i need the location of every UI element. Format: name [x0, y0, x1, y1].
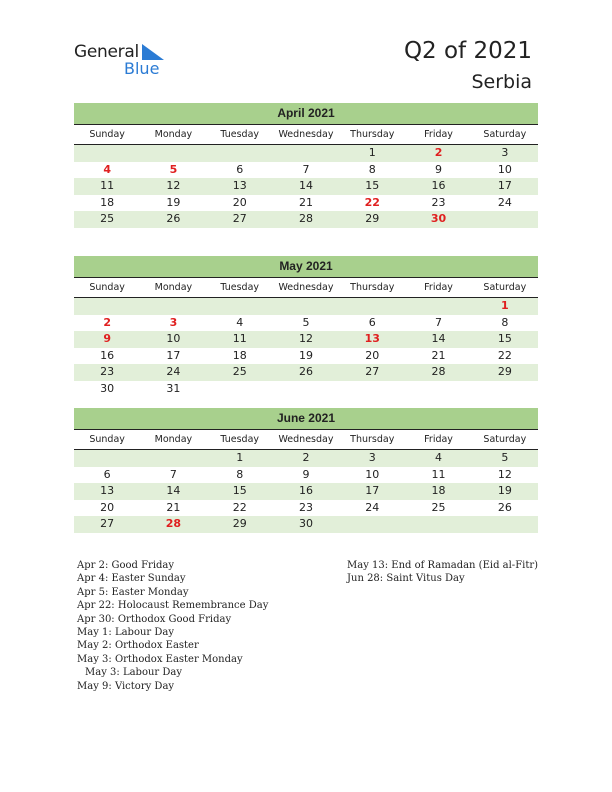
- week-row: [74, 331, 538, 348]
- week-row: [74, 364, 538, 381]
- holiday-list-left: [77, 559, 268, 693]
- day-cell: 17: [365, 484, 380, 497]
- day-cell: 27: [100, 517, 115, 530]
- weekday-label: Thursday: [350, 129, 395, 140]
- day-cell: 2: [302, 451, 310, 464]
- empty-day-cell: [339, 381, 405, 398]
- day-cell: 25: [100, 212, 115, 225]
- day-cell: 13: [232, 179, 247, 192]
- holiday-list-item: May 3: Labour Day: [85, 667, 182, 679]
- day-cell: 10: [497, 162, 512, 176]
- day-cell: 29: [232, 517, 247, 530]
- day-cell: 8: [501, 315, 509, 329]
- holiday-list-item: May 3: Orthodox Easter Monday: [77, 653, 243, 665]
- empty-day-cell: [140, 298, 206, 315]
- day-cell: 16: [298, 484, 313, 497]
- empty-day-cell: [405, 381, 471, 398]
- logo-blue-text: Blue: [124, 59, 160, 78]
- logo: [74, 42, 174, 78]
- empty-day-cell: [472, 381, 538, 398]
- day-cell: 6: [103, 467, 111, 481]
- empty-day-cell: [74, 450, 140, 467]
- week-row: [74, 178, 538, 195]
- weekday-label: Thursday: [350, 434, 395, 445]
- day-cell: 12: [166, 179, 181, 192]
- weekday-label: Saturday: [483, 282, 527, 293]
- day-cell: 27: [365, 365, 380, 378]
- weekday-label: Tuesday: [220, 282, 260, 293]
- day-cell: 19: [497, 484, 512, 497]
- day-cell: 26: [166, 212, 181, 225]
- week-row: [74, 315, 538, 332]
- day-cell: 25: [232, 365, 247, 378]
- week-row: [74, 483, 538, 500]
- day-cell: 8: [236, 467, 244, 481]
- weekday-label: Monday: [154, 282, 193, 293]
- day-cell: 28: [298, 212, 313, 225]
- holiday-list-item: Apr 30: Orthodox Good Friday: [77, 613, 232, 625]
- day-cell: 30: [298, 517, 313, 530]
- weekday-label: Friday: [424, 282, 453, 293]
- page-title: Q2 of 2021: [403, 38, 532, 64]
- day-cell: 16: [431, 179, 446, 192]
- holiday-day-cell: 1: [501, 299, 509, 312]
- day-cell: 21: [298, 195, 313, 209]
- empty-day-cell: [273, 145, 339, 162]
- week-row: [74, 145, 538, 162]
- holiday-day-cell: 30: [430, 212, 447, 225]
- day-cell: 9: [435, 162, 443, 176]
- holiday-day-cell: 2: [103, 315, 111, 329]
- day-cell: 18: [100, 195, 115, 209]
- holiday-list-right: [347, 559, 538, 586]
- day-cell: 19: [166, 195, 181, 209]
- weekday-header-row: [74, 125, 538, 145]
- week-row: [74, 348, 538, 365]
- weekday-label: Tuesday: [220, 434, 260, 445]
- week-row: [74, 500, 538, 517]
- day-cell: 22: [497, 348, 512, 362]
- day-cell: 20: [100, 500, 115, 514]
- day-cell: 4: [435, 451, 443, 464]
- day-cell: 10: [365, 467, 380, 481]
- day-cell: 11: [100, 179, 115, 192]
- weekday-label: Sunday: [89, 434, 125, 445]
- day-cell: 11: [431, 467, 446, 481]
- day-cell: 4: [236, 315, 244, 329]
- logo-general-text: General: [74, 42, 139, 62]
- weekday-label: Wednesday: [278, 434, 334, 445]
- empty-day-cell: [405, 298, 471, 315]
- day-cell: 10: [166, 332, 181, 345]
- day-cell: 12: [298, 332, 313, 345]
- weekday-label: Saturday: [483, 129, 527, 140]
- empty-day-cell: [74, 298, 140, 315]
- holiday-list-item: Apr 4: Easter Sunday: [77, 573, 186, 585]
- holiday-day-cell: 4: [103, 162, 111, 176]
- country-name: Serbia: [471, 71, 532, 93]
- day-cell: 29: [497, 365, 512, 378]
- day-cell: 21: [166, 500, 181, 514]
- weekday-label: Friday: [424, 129, 453, 140]
- weekday-label: Friday: [424, 434, 453, 445]
- day-cell: 6: [236, 162, 244, 176]
- holiday-day-cell: 9: [103, 332, 111, 345]
- day-cell: 15: [365, 179, 380, 192]
- empty-day-cell: [140, 145, 206, 162]
- empty-day-cell: [207, 145, 273, 162]
- day-cell: 5: [302, 315, 310, 329]
- weekday-label: Monday: [154, 434, 193, 445]
- day-cell: 3: [501, 146, 509, 159]
- day-cell: 24: [497, 195, 512, 209]
- day-cell: 15: [497, 332, 512, 345]
- day-cell: 27: [232, 212, 247, 225]
- day-cell: 20: [365, 348, 380, 362]
- week-row: [74, 381, 538, 398]
- day-cell: 23: [298, 500, 313, 514]
- day-cell: 15: [232, 484, 247, 497]
- day-cell: 9: [302, 467, 310, 481]
- day-cell: 5: [501, 451, 509, 464]
- holiday-list-item: May 9: Victory Day: [77, 680, 175, 692]
- day-cell: 28: [431, 365, 446, 378]
- day-cell: 26: [497, 500, 512, 514]
- day-cell: 6: [368, 315, 376, 329]
- day-cell: 18: [232, 348, 247, 362]
- empty-day-cell: [405, 516, 471, 533]
- weekday-label: Tuesday: [220, 129, 260, 140]
- day-cell: 31: [166, 381, 181, 395]
- day-cell: 25: [431, 500, 446, 514]
- day-cell: 11: [232, 332, 247, 345]
- holiday-day-cell: 3: [169, 315, 178, 329]
- weekday-label: Wednesday: [278, 129, 334, 140]
- empty-day-cell: [339, 516, 405, 533]
- day-cell: 19: [298, 348, 313, 362]
- day-cell: 24: [166, 365, 181, 378]
- day-cell: 3: [368, 451, 376, 464]
- weekday-label: Thursday: [350, 282, 395, 293]
- day-cell: 29: [365, 212, 380, 225]
- day-cell: 17: [497, 179, 512, 192]
- logo-triangle-icon: [142, 44, 164, 60]
- day-cell: 26: [298, 365, 313, 378]
- holiday-list-item: May 2: Orthodox Easter: [77, 640, 199, 652]
- weekday-label: Sunday: [89, 282, 125, 293]
- week-row: [74, 195, 538, 212]
- day-cell: 17: [166, 348, 181, 362]
- month-title: May 2021: [74, 256, 538, 278]
- week-row: [74, 516, 538, 533]
- week-row: [74, 467, 538, 484]
- weekday-header-row: [74, 278, 538, 298]
- weekday-label: Saturday: [483, 434, 527, 445]
- weekday-label: Monday: [154, 129, 193, 140]
- empty-day-cell: [273, 298, 339, 315]
- day-cell: 18: [431, 484, 446, 497]
- day-cell: 23: [431, 195, 446, 209]
- month-june: [74, 408, 538, 533]
- day-cell: 23: [100, 365, 115, 378]
- holiday-list-item: Jun 28: Saint Vitus Day: [347, 573, 465, 585]
- day-cell: 22: [232, 500, 247, 514]
- day-cell: 24: [365, 500, 380, 514]
- week-row: [74, 162, 538, 179]
- holiday-day-cell: 28: [165, 517, 182, 530]
- day-cell: 14: [298, 179, 313, 192]
- day-cell: 1: [368, 146, 376, 159]
- month-april: [74, 103, 538, 228]
- day-cell: 14: [166, 484, 181, 497]
- day-cell: 20: [232, 195, 247, 209]
- holiday-day-cell: 5: [169, 162, 178, 176]
- empty-day-cell: [207, 381, 273, 398]
- empty-day-cell: [339, 298, 405, 315]
- weekday-label: Sunday: [89, 129, 125, 140]
- empty-day-cell: [74, 145, 140, 162]
- month-title: April 2021: [74, 103, 538, 125]
- day-cell: 7: [302, 162, 310, 176]
- empty-day-cell: [472, 516, 538, 533]
- holiday-list-item: May 1: Labour Day: [77, 627, 174, 639]
- weekday-label: Wednesday: [278, 282, 334, 293]
- holiday-list-item: Apr 22: Holocaust Remembrance Day: [77, 600, 269, 612]
- weekday-header-row: [74, 430, 538, 450]
- day-cell: 14: [431, 332, 446, 345]
- week-row: [74, 450, 538, 467]
- holiday-list-item: May 13: End of Ramadan (Eid al-Fitr): [347, 560, 539, 571]
- day-cell: 7: [435, 315, 443, 329]
- holiday-day-cell: 13: [364, 332, 380, 345]
- day-cell: 30: [100, 381, 115, 395]
- day-cell: 13: [100, 484, 115, 497]
- week-row: [74, 211, 538, 228]
- day-cell: 7: [169, 467, 177, 481]
- month-may: [74, 256, 538, 397]
- holiday-list-item: Apr 5: Easter Monday: [77, 586, 189, 598]
- day-cell: 1: [236, 451, 244, 464]
- holiday-list-item: Apr 2: Good Friday: [77, 560, 175, 571]
- day-cell: 12: [497, 467, 512, 481]
- day-cell: 16: [100, 348, 115, 362]
- day-cell: 8: [368, 162, 376, 176]
- day-cell: 21: [431, 348, 446, 362]
- holiday-day-cell: 2: [434, 146, 443, 159]
- empty-day-cell: [140, 450, 206, 467]
- month-title: June 2021: [74, 408, 538, 430]
- empty-day-cell: [472, 211, 538, 228]
- holiday-day-cell: 22: [364, 195, 380, 209]
- week-row: [74, 298, 538, 315]
- empty-day-cell: [207, 298, 273, 315]
- empty-day-cell: [273, 381, 339, 398]
